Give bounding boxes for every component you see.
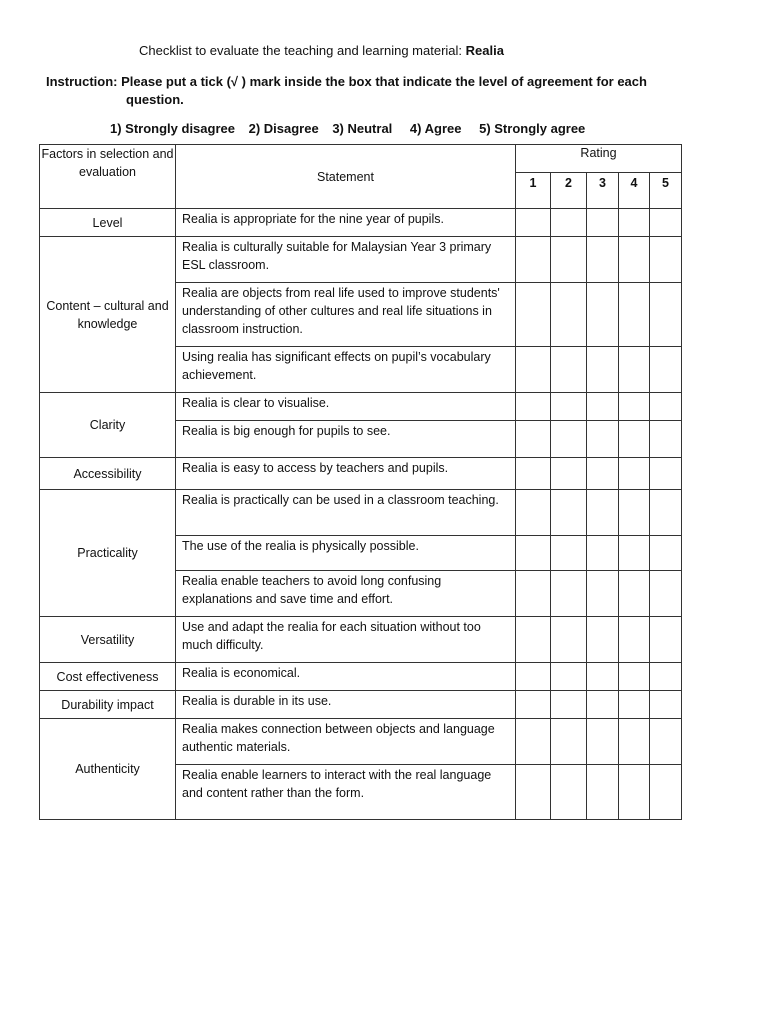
statement-cell: Use and adapt the realia for each situation without too much difficulty.: [176, 617, 516, 663]
rating-box-1[interactable]: [516, 458, 551, 490]
table-row: [40, 490, 682, 536]
rating-box-3[interactable]: [587, 393, 619, 421]
rating-box-3[interactable]: [587, 719, 619, 765]
scale-item-5: 5) Strongly agree: [479, 121, 586, 136]
table-row: [40, 458, 682, 490]
rating-box-5[interactable]: [650, 691, 682, 719]
rating-box-3[interactable]: [587, 765, 619, 820]
rating-number-3: 3: [587, 173, 619, 209]
instruction-line-2: question.: [126, 92, 184, 107]
rating-number-1: 1: [516, 173, 551, 209]
statement-cell: Realia is culturally suitable for Malaysian Year 3 primary ESL classroom.: [176, 237, 516, 283]
rating-box-5[interactable]: [650, 719, 682, 765]
rating-box-1[interactable]: [516, 421, 551, 458]
rating-box-5[interactable]: [650, 490, 682, 536]
rating-box-2[interactable]: [551, 421, 587, 458]
rating-box-5[interactable]: [650, 458, 682, 490]
rating-box-2[interactable]: [551, 691, 587, 719]
rating-box-3[interactable]: [587, 283, 619, 347]
table-row: [40, 617, 682, 663]
factor-cell: Durability impact: [40, 691, 176, 719]
rating-box-3[interactable]: [587, 237, 619, 283]
rating-box-4[interactable]: [619, 490, 650, 536]
scale-item-3: 3) Neutral: [332, 121, 393, 136]
rating-box-3[interactable]: [587, 691, 619, 719]
factor-cell: Authenticity: [40, 719, 176, 820]
rating-box-2[interactable]: [551, 571, 587, 617]
rating-number-4: 4: [619, 173, 650, 209]
scale-item-1: 1) Strongly disagree: [110, 121, 235, 136]
rating-box-3[interactable]: [587, 663, 619, 691]
statement-cell: Realia enable learners to interact with the real language and content rather than the form.: [176, 765, 516, 820]
table-row: [40, 237, 682, 283]
statement-cell: Realia is durable in its use.: [176, 691, 516, 719]
header-rating: Rating: [516, 145, 682, 173]
rating-box-2[interactable]: [551, 719, 587, 765]
statement-cell: Realia is economical.: [176, 663, 516, 691]
title-prefix: Checklist to evaluate the teaching and learning material:: [139, 43, 463, 58]
statement-cell: Realia is clear to visualise.: [176, 393, 516, 421]
rating-box-4[interactable]: [619, 393, 650, 421]
rating-box-1[interactable]: [516, 393, 551, 421]
rating-box-4[interactable]: [619, 421, 650, 458]
factor-cell: Practicality: [40, 490, 176, 617]
rating-box-5[interactable]: [650, 536, 682, 571]
factor-cell: Clarity: [40, 393, 176, 458]
table-row: [40, 719, 682, 765]
rating-box-4[interactable]: [619, 536, 650, 571]
rating-number-2: 2: [551, 173, 587, 209]
statement-cell: Realia are objects from real life used to improve students' understanding of other cultures and real life situations in classroom instruction.: [176, 283, 516, 347]
rating-box-2[interactable]: [551, 393, 587, 421]
rating-box-3[interactable]: [587, 209, 619, 237]
rating-box-4[interactable]: [619, 571, 650, 617]
factor-cell: Accessibility: [40, 458, 176, 490]
rating-number-5: 5: [650, 173, 682, 209]
rating-box-2[interactable]: [551, 237, 587, 283]
factor-cell: Level: [40, 209, 176, 237]
rating-box-2[interactable]: [551, 536, 587, 571]
rating-box-4[interactable]: [619, 237, 650, 283]
table-row: [40, 663, 682, 691]
rating-box-2[interactable]: [551, 617, 587, 663]
table-row: [40, 393, 682, 421]
rating-box-1[interactable]: [516, 347, 551, 393]
rating-box-5[interactable]: [650, 283, 682, 347]
rating-box-3[interactable]: [587, 347, 619, 393]
table-row: [40, 209, 682, 237]
instruction-line-1: Instruction: Please put a tick (√ ) mark inside the box that indicate the level of agreement for each: [46, 74, 647, 89]
statement-cell: Realia is big enough for pupils to see.: [176, 421, 516, 458]
statement-cell: Realia enable teachers to avoid long confusing explanations and save time and effort.: [176, 571, 516, 617]
rating-box-4[interactable]: [619, 458, 650, 490]
statement-cell: Realia is practically can be used in a classroom teaching.: [176, 490, 516, 536]
rating-scale-legend: [110, 121, 595, 136]
instruction: [46, 73, 726, 109]
rating-box-1[interactable]: [516, 490, 551, 536]
rating-box-1[interactable]: [516, 617, 551, 663]
rating-box-5[interactable]: [650, 237, 682, 283]
rating-box-3[interactable]: [587, 458, 619, 490]
rating-box-5[interactable]: [650, 765, 682, 820]
rating-box-1[interactable]: [516, 691, 551, 719]
rating-box-2[interactable]: [551, 209, 587, 237]
statement-cell: Using realia has significant effects on pupil’s vocabulary achievement.: [176, 347, 516, 393]
rating-box-5[interactable]: [650, 617, 682, 663]
rating-box-1[interactable]: [516, 536, 551, 571]
rating-box-1[interactable]: [516, 237, 551, 283]
rating-box-3[interactable]: [587, 536, 619, 571]
rating-box-2[interactable]: [551, 347, 587, 393]
rating-box-5[interactable]: [650, 393, 682, 421]
statement-cell: Realia is easy to access by teachers and pupils.: [176, 458, 516, 490]
rating-box-4[interactable]: [619, 209, 650, 237]
rating-box-5[interactable]: [650, 663, 682, 691]
rating-box-4[interactable]: [619, 283, 650, 347]
page-title: [139, 43, 504, 58]
factor-cell: Cost effectiveness: [40, 663, 176, 691]
rating-box-2[interactable]: [551, 458, 587, 490]
factor-cell: Content – cultural and knowledge: [40, 237, 176, 393]
rating-box-5[interactable]: [650, 209, 682, 237]
rating-box-3[interactable]: [587, 421, 619, 458]
rating-box-1[interactable]: [516, 571, 551, 617]
statement-cell: The use of the realia is physically possible.: [176, 536, 516, 571]
rating-box-4[interactable]: [619, 719, 650, 765]
rating-box-2[interactable]: [551, 490, 587, 536]
rating-box-4[interactable]: [619, 347, 650, 393]
statement-cell: Realia makes connection between objects and language authentic materials.: [176, 719, 516, 765]
rating-box-2[interactable]: [551, 663, 587, 691]
rating-box-3[interactable]: [587, 571, 619, 617]
rating-box-1[interactable]: [516, 719, 551, 765]
rating-box-2[interactable]: [551, 283, 587, 347]
rating-box-1[interactable]: [516, 209, 551, 237]
table-row: [40, 691, 682, 719]
rating-box-1[interactable]: [516, 663, 551, 691]
rating-box-3[interactable]: [587, 490, 619, 536]
rating-box-2[interactable]: [551, 765, 587, 820]
rating-box-5[interactable]: [650, 421, 682, 458]
title-material: Realia: [465, 43, 504, 58]
rating-box-4[interactable]: [619, 691, 650, 719]
scale-item-4: 4) Agree: [409, 121, 462, 136]
rating-box-5[interactable]: [650, 347, 682, 393]
rating-box-1[interactable]: [516, 765, 551, 820]
rating-box-4[interactable]: [619, 765, 650, 820]
scale-item-2: 2) Disagree: [248, 121, 319, 136]
statement-cell: Realia is appropriate for the nine year of pupils.: [176, 209, 516, 237]
header-factor: Factors in selection and evaluation: [40, 145, 176, 209]
rating-box-1[interactable]: [516, 283, 551, 347]
rating-box-4[interactable]: [619, 617, 650, 663]
factor-cell: Versatility: [40, 617, 176, 663]
rating-box-3[interactable]: [587, 617, 619, 663]
checklist-table: [39, 144, 682, 820]
rating-box-4[interactable]: [619, 663, 650, 691]
header-statement: Statement: [176, 145, 516, 209]
rating-box-5[interactable]: [650, 571, 682, 617]
